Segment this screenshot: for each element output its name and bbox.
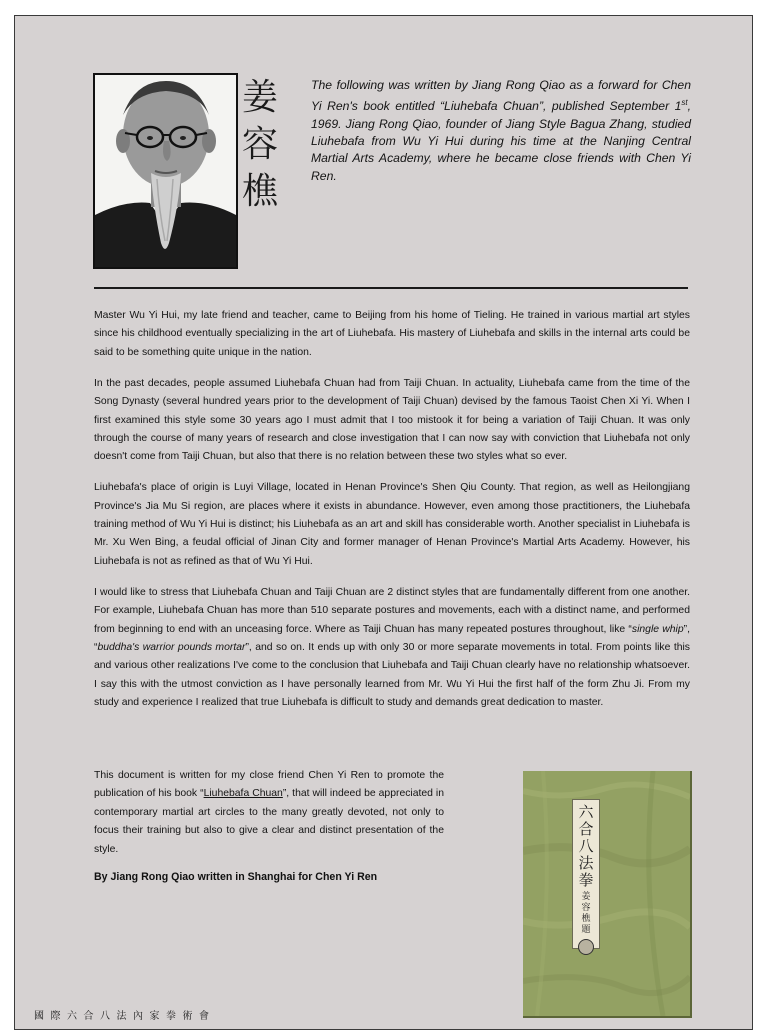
- author-name-char-2: 容: [241, 124, 278, 165]
- cover-title-char-4: 法: [578, 854, 594, 872]
- author-name-char-1: 姜: [241, 77, 278, 118]
- intro-text: [311, 77, 691, 185]
- paragraph-2: In the past decades, people assumed Liuhebafa Chuan had from Taiji Chuan. In actuality, Liuhebafa came from the time of the Song Dynasty (several hundred years prior to the development of Taiji Chuan) devised by the famous Taoist Chen Xi Yi. When I first examined this style some 30 years ago I must admit that I too mistook it for being a variation of Taiji Chuan. It was only through the course of many years of research and close investigation that I can now say with conviction that Liuhebafa not only doesn't come from Taiji Chuan, but also that there is no relation between these two styles what so ever.: [94, 377, 690, 463]
- cover-title-char-3: 八: [578, 837, 594, 855]
- document-page: [14, 15, 753, 1030]
- author-name-char-3: 樵: [241, 171, 278, 212]
- author-name-cjk: [237, 74, 283, 215]
- intro-text-end: , 1969. Jiang Rong Qiao, founder of Jiang Style Bagua Zhang, studied Liuhebafa from Wu Yi Hui during his time at the Nanjing Central Martial Arts Academy, where he became close friends with Chen Yi Ren.: [311, 99, 691, 183]
- posture-buddha-warrior: buddha's warrior pounds mortar: [97, 642, 246, 653]
- intro-text-start: The following was written by Jiang Rong Qiao as a forward for Chen Yi Ren's book entitled “Liuhebafa Chuan”, published September 1: [311, 78, 691, 114]
- paragraph-4: [94, 584, 690, 713]
- cover-author: [573, 892, 599, 936]
- closing-text-end: ”, that will indeed be appreciated in contemporary martial art circles to the many greatly devoted, not only to focus their training but also to give a clear and distinct presentation of the style.: [94, 788, 445, 855]
- paragraph-1: Master Wu Yi Hui, my late friend and teacher, came to Beijing from his home of Tieling. He trained in various martial art styles since his childhood eventually specializing in the art of Liuhebafa. His mastery of Liuhebafa and skills in the internal arts could be said to be something quite unique in the nation.: [94, 310, 690, 358]
- cover-author-char-3: 樵: [581, 914, 591, 924]
- cover-author-char-4: 題: [581, 925, 591, 935]
- cover-author-char-2: 容: [581, 903, 591, 913]
- cover-author-char-1: 姜: [581, 892, 591, 902]
- cover-seal-icon: [578, 939, 594, 955]
- intro-date-suffix: st: [681, 98, 688, 108]
- cover-title-char-2: 合: [578, 820, 594, 838]
- closing-text-start: This document is written for my close friend Chen Yi Ren to promote the publication of his book “: [94, 770, 444, 800]
- book-cover-title-label: [572, 799, 600, 949]
- paragraph-4-part-3: ”, and so on. It ends up with only 30 or more separate movements in total. From points like this and various other realizations I've come to the conclusion that Liuhebafa and Taiji Chuan clearly have no relationship whatsoever. I say this with the utmost conviction as I have personally learned from Mr. Wu Yi Hui the first half of the form Zhu Ji. From my study and experience I realized that true Liuhebafa is difficult to study and demands great dedication to master.: [94, 642, 691, 709]
- paragraph-4-part-2: ”, “: [94, 623, 690, 653]
- book-cover-image: [523, 771, 692, 1018]
- author-portrait: [93, 73, 238, 269]
- section-divider: [94, 287, 688, 289]
- posture-single-whip: single whip: [631, 623, 684, 635]
- cover-title-char-1: 六: [578, 803, 594, 821]
- cover-title-char-5: 拳: [578, 871, 594, 889]
- paragraph-3: Liuhebafa's place of origin is Luyi Village, located in Henan Province's Shen Qiu County. That region, as well as Heilongjiang Province's Jia Mu Si region, are places where it exists in abundance. However, even among those practitioners, the Liuhebafa training method of Wu Yi Hui is distinct; his Liuhebafa as an art and skill has considerable worth. Another specialist in Liuhebafa is Mr. Xu Wen Bing, a feudal official of Jinan City and former manager of Henan Province's Martial Arts Academy. However, his Liuhebafa is not as refined as that of Wu Yi Hui.: [94, 482, 690, 567]
- article-body: [94, 307, 690, 725]
- footer-organization-name: 國際六合八法內家拳術會: [34, 1011, 216, 1022]
- closing-paragraph: [94, 767, 444, 859]
- book-title-link[interactable]: Liuhebafa Chuan: [203, 788, 283, 800]
- signature-line: By Jiang Rong Qiao written in Shanghai for Chen Yi Ren: [94, 871, 378, 883]
- paragraph-4-part-1: I would like to stress that Liuhebafa Chuan and Taiji Chuan are 2 distinct styles that are fundamentally different from one another. For example, Liuhebafa Chuan has more than 510 separate postures and movements, each with a distinct name, and performed from beginning to end with an unceasing force. Where as Taiji Chuan has many repeated postures throughout, like “: [94, 586, 690, 635]
